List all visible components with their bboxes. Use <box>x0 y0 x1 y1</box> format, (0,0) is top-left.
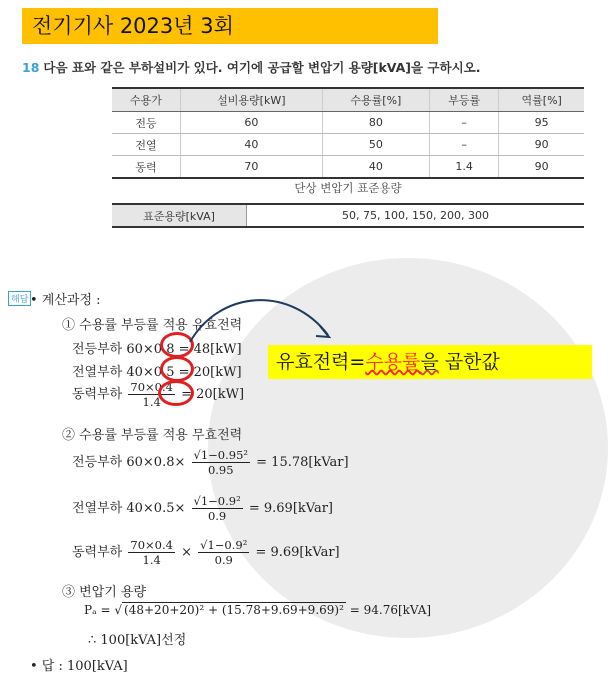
step2-line1-result: = 15.78[kVar] <box>256 455 349 470</box>
table-row <box>112 204 584 227</box>
formula-result: = 94.76[kVA] <box>349 603 432 617</box>
step1-title: ① 수용률 부등률 적용 유효전력 <box>62 318 243 333</box>
table-cell: 전등 <box>112 112 180 134</box>
step2-title: ② 수용률 부등률 적용 무효전력 <box>62 428 243 443</box>
fraction-denominator: 0.9 <box>207 509 227 523</box>
table-cell: 40 <box>322 156 429 179</box>
fraction-numerator: √1−0.95² <box>193 448 249 462</box>
step2-line3-result: = 9.69[kVar] <box>255 545 340 560</box>
table-cell: 95 <box>499 112 584 134</box>
column-header: 부등률 <box>429 88 498 112</box>
fraction-denominator: 1.4 <box>142 395 161 409</box>
step1-line3-label: 동력부하 <box>72 387 123 402</box>
sqrt-icon: √ <box>114 603 123 617</box>
table-cell: 1.4 <box>429 156 498 179</box>
table-cell: 90 <box>499 134 584 156</box>
step2-line3-label: 동력부하 <box>72 545 123 560</box>
column-header: 수용률[%] <box>322 88 429 112</box>
table-cell: 90 <box>499 156 584 179</box>
table-header-row <box>112 88 584 112</box>
fraction-numerator: √1−0.9² <box>193 494 241 508</box>
multiply-sign: × <box>181 545 192 560</box>
question-body: 다음 표와 같은 부하설비가 있다. 여기에 공급할 변압기 용량[kVA]을 구하시오. <box>43 60 481 75</box>
page-title: 전기기사 2023년 3회 <box>22 8 438 44</box>
effective-power-note <box>268 345 592 379</box>
answer-tag: 해답 <box>8 291 31 306</box>
table-cell: – <box>429 112 498 134</box>
standard-capacity-table <box>112 203 584 228</box>
standard-capacity-values: 50, 75, 100, 150, 200, 300 <box>247 204 585 227</box>
question-text <box>22 58 480 76</box>
step2-line2 <box>72 494 333 523</box>
step3-formula <box>84 603 431 617</box>
standard-table-caption: 단상 변압기 표준용량 <box>294 181 402 195</box>
step1-line3-result: = 20[kW] <box>181 387 245 402</box>
table-cell: 70 <box>180 156 322 179</box>
step2-line2-label: 전열부하 40×0.5× <box>72 501 186 516</box>
formula-lhs: Pₐ = <box>84 603 115 617</box>
note-prefix: 유효전력= <box>276 351 366 373</box>
fraction <box>192 494 243 523</box>
step2-line1 <box>72 448 349 477</box>
question-number: 18 <box>22 60 40 75</box>
highlight-ellipse <box>158 380 194 406</box>
solution-intro: • 계산과정 : <box>30 293 101 308</box>
table-row <box>112 156 584 179</box>
note-highlight: 수용률 <box>365 351 421 373</box>
step2-line2-result: = 9.69[kVar] <box>248 501 333 516</box>
table-cell: 40 <box>180 134 322 156</box>
step1-line2: 전열부하 40×0.5 = 20[kW] <box>72 365 242 380</box>
table-cell: 동력 <box>112 156 180 179</box>
note-suffix-underlined: 을 <box>420 351 439 373</box>
fraction <box>192 448 251 477</box>
note-suffix: 곱한값 <box>438 351 500 373</box>
step2-line1-label: 전등부하 60×0.8× <box>72 455 186 470</box>
step1-line1: 전등부하 60×0.8 = 48[kW] <box>72 342 242 357</box>
fraction-denominator: 0.95 <box>207 463 234 477</box>
formula-radicand: (48+20+20)² + (15.78+9.69+9.69)² <box>124 603 344 617</box>
fraction-denominator: 1.4 <box>142 553 161 567</box>
table-row <box>112 112 584 134</box>
table-cell: 50 <box>322 134 429 156</box>
table-cell: – <box>429 134 498 156</box>
step3-conclusion: ∴ 100[kVA]선정 <box>88 633 187 648</box>
fraction <box>128 538 175 567</box>
table-cell: 60 <box>180 112 322 134</box>
fraction-numerator: √1−0.9² <box>200 538 248 552</box>
table-cell: 전열 <box>112 134 180 156</box>
column-header: 수용가 <box>112 88 180 112</box>
fraction <box>198 538 249 567</box>
fraction-numerator: 70×0.4 <box>130 538 173 552</box>
step3-title: ③ 변압기 용량 <box>62 585 147 600</box>
fraction-numerator: 70×0.4 <box>130 380 173 394</box>
table-row <box>112 134 584 156</box>
standard-capacity-label: 표준용량[kVA] <box>112 204 247 227</box>
fraction-denominator: 0.9 <box>214 553 233 567</box>
column-header: 역률[%] <box>499 88 584 112</box>
step2-line3 <box>72 538 340 567</box>
final-answer: • 답 : 100[kVA] <box>30 659 128 674</box>
highlight-ellipse <box>160 356 194 382</box>
column-header: 설비용량[kW] <box>180 88 322 112</box>
table-cell: 80 <box>322 112 429 134</box>
curved-arrow-icon <box>180 290 340 350</box>
load-table <box>112 87 584 179</box>
